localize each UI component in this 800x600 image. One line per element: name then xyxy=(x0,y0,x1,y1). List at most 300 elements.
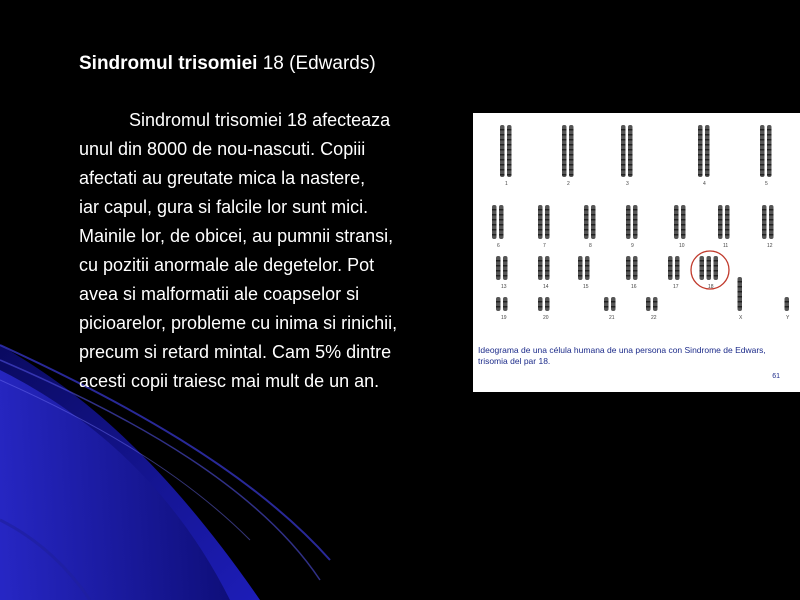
chromosome-label: 11 xyxy=(723,243,729,249)
chromosome-band xyxy=(681,234,686,236)
chromosome-band xyxy=(707,265,712,267)
paragraph-line: picioarelor, probleme cu inima si rinichii, xyxy=(79,313,398,333)
chromosome-band xyxy=(496,265,501,267)
chromosome-band xyxy=(698,159,703,161)
chromosome-band xyxy=(591,219,596,221)
chromosome-band xyxy=(626,260,631,262)
chromosome-band xyxy=(569,159,574,161)
chromosome-band xyxy=(738,291,743,293)
chromosome-band xyxy=(785,306,790,308)
chromosome-band xyxy=(738,286,743,288)
paragraph-line: iar capul, gura si falcile lor sunt mici. xyxy=(79,197,369,217)
chromosome-band xyxy=(500,149,505,151)
chromosome-label: 7 xyxy=(543,243,546,249)
chromosome-band xyxy=(628,134,633,136)
chromosome-band xyxy=(503,306,508,308)
chromosome-band xyxy=(626,214,631,216)
chromosome-band xyxy=(545,260,550,262)
chromosome-band xyxy=(621,129,626,131)
chromosome-band xyxy=(621,144,626,146)
chromosome-band xyxy=(707,270,712,272)
chromosome-band xyxy=(562,164,567,166)
chromosome-band xyxy=(698,139,703,141)
chromosome-band xyxy=(492,229,497,231)
chromosome-band xyxy=(760,139,765,141)
chromosome-band xyxy=(591,224,596,226)
chromosome-label: 21 xyxy=(609,315,615,321)
chromosome-band xyxy=(674,224,679,226)
chromosome-band xyxy=(646,306,651,308)
chromosome-band xyxy=(621,174,626,176)
chromosome-band xyxy=(681,229,686,231)
chromosome-band xyxy=(633,229,638,231)
chromosome-band xyxy=(762,224,767,226)
chromosome-band xyxy=(507,144,512,146)
chromosome-band xyxy=(507,149,512,151)
chromosome-band xyxy=(562,169,567,171)
chromosome-band xyxy=(503,275,508,277)
chromosome-band xyxy=(767,159,772,161)
chromosome-band xyxy=(545,234,550,236)
chromosome-band xyxy=(569,174,574,176)
chromosome-band xyxy=(725,234,730,236)
chromosome-label: 22 xyxy=(651,315,657,321)
chromosome-band xyxy=(718,219,723,221)
chromosome-band xyxy=(545,219,550,221)
chromosome-band xyxy=(762,234,767,236)
chromosome-band xyxy=(628,149,633,151)
chromosome-band xyxy=(718,224,723,226)
chromosome-band xyxy=(562,144,567,146)
chromosome-band xyxy=(538,209,543,211)
chromosome-band xyxy=(705,134,710,136)
chromosome-band xyxy=(767,139,772,141)
chromosome-label: 20 xyxy=(543,315,549,321)
paragraph-line: acesti copii traiesc mai mult de un an. xyxy=(79,371,380,391)
chromosome xyxy=(538,297,543,311)
chromosome-band xyxy=(626,209,631,211)
chromosome-band xyxy=(705,154,710,156)
chromosome-band xyxy=(503,265,508,267)
chromosome-band xyxy=(725,224,730,226)
chromosome-band xyxy=(621,139,626,141)
chromosome-band xyxy=(562,174,567,176)
figure-caption: Ideograma de una célula humana de una persona con Sindrome de Edwars, trisomia del par 18. xyxy=(478,345,766,366)
chromosome-band xyxy=(538,229,543,231)
chromosome-band xyxy=(633,224,638,226)
chromosome-band xyxy=(760,159,765,161)
chromosome-band xyxy=(569,154,574,156)
paragraph-line: unul din 8000 de nou-nascuti. Copiii xyxy=(79,139,366,159)
chromosome-band xyxy=(545,229,550,231)
chromosome-band xyxy=(767,149,772,151)
chromosome-band xyxy=(584,219,589,221)
chromosome-band xyxy=(628,174,633,176)
chromosome-band xyxy=(633,275,638,277)
body-text xyxy=(79,110,469,400)
chromosome-band xyxy=(492,224,497,226)
chromosome-band xyxy=(767,164,772,166)
chromosome-band xyxy=(681,209,686,211)
chromosome-band xyxy=(591,209,596,211)
chromosome-band xyxy=(714,275,719,277)
chromosome-band xyxy=(500,164,505,166)
chromosome-band xyxy=(584,214,589,216)
page-number: 61 xyxy=(772,373,780,380)
chromosome-band xyxy=(700,260,705,262)
chromosome-band xyxy=(538,214,543,216)
paragraph-line: avea si malformatii ale coapselor si xyxy=(79,284,360,304)
chromosome-band xyxy=(584,229,589,231)
chromosome-band xyxy=(545,306,550,308)
chromosome-band xyxy=(621,164,626,166)
chromosome-band xyxy=(578,265,583,267)
karyotype-figure xyxy=(473,113,800,392)
chromosome-band xyxy=(500,144,505,146)
chromosome xyxy=(503,297,508,311)
chromosome-band xyxy=(499,209,504,211)
chromosome-band xyxy=(675,275,680,277)
chromosome-band xyxy=(675,260,680,262)
title-rest: 18 (Edwards) xyxy=(257,53,376,74)
chromosome-band xyxy=(628,139,633,141)
chromosome-band xyxy=(762,214,767,216)
chromosome-band xyxy=(569,169,574,171)
chromosome-label: 5 xyxy=(765,181,768,187)
chromosome-band xyxy=(503,270,508,272)
paragraph-line: precum si retard mintal. Cam 5% dintre xyxy=(79,342,392,362)
chromosome-band xyxy=(500,174,505,176)
chromosome xyxy=(785,297,790,311)
slide-title xyxy=(79,52,376,76)
caption-box xyxy=(473,336,800,392)
chromosome-band xyxy=(538,275,543,277)
chromosome-band xyxy=(633,209,638,211)
chromosome-band xyxy=(674,229,679,231)
chromosome-band xyxy=(578,275,583,277)
chromosome-band xyxy=(705,169,710,171)
chromosome-band xyxy=(621,154,626,156)
chromosome xyxy=(604,297,609,311)
chromosome-band xyxy=(668,265,673,267)
chromosome-band xyxy=(626,219,631,221)
chromosome-band xyxy=(628,154,633,156)
chromosome-label: 2 xyxy=(567,181,570,187)
chromosome-label: 3 xyxy=(626,181,629,187)
chromosome-band xyxy=(562,139,567,141)
chromosome-band xyxy=(718,214,723,216)
chromosome-band xyxy=(760,129,765,131)
chromosome-band xyxy=(698,174,703,176)
chromosome-band xyxy=(668,270,673,272)
chromosome-band xyxy=(492,214,497,216)
chromosome-band xyxy=(675,265,680,267)
chromosome-band xyxy=(500,129,505,131)
chromosome-band xyxy=(621,134,626,136)
chromosome-band xyxy=(492,234,497,236)
chromosome-band xyxy=(760,149,765,151)
chromosome-band xyxy=(705,129,710,131)
chromosome-band xyxy=(769,224,774,226)
chromosome-band xyxy=(769,234,774,236)
chromosome-band xyxy=(507,129,512,131)
chromosome-band xyxy=(769,214,774,216)
chromosome-band xyxy=(562,129,567,131)
chromosome-band xyxy=(698,149,703,151)
chromosome-label: 19 xyxy=(501,315,507,321)
chromosome-band xyxy=(674,219,679,221)
chromosome-band xyxy=(628,164,633,166)
chromosome-band xyxy=(562,154,567,156)
chromosome-band xyxy=(545,209,550,211)
chromosome-band xyxy=(725,229,730,231)
chromosome-band xyxy=(499,224,504,226)
chromosome-band xyxy=(507,134,512,136)
chromosome-band xyxy=(738,306,743,308)
chromosome-band xyxy=(500,169,505,171)
chromosome-band xyxy=(698,129,703,131)
chromosome-band xyxy=(499,229,504,231)
chromosome-band xyxy=(621,169,626,171)
chromosome-band xyxy=(769,229,774,231)
chromosome-band xyxy=(707,260,712,262)
chromosome-band xyxy=(507,139,512,141)
chromosome-band xyxy=(545,301,550,303)
chromosome-band xyxy=(569,134,574,136)
chromosome-band xyxy=(591,229,596,231)
chromosome-band xyxy=(538,265,543,267)
chromosome-band xyxy=(705,174,710,176)
chromosome-band xyxy=(718,209,723,211)
chromosome-band xyxy=(545,224,550,226)
chromosome-band xyxy=(538,234,543,236)
chromosome-band xyxy=(760,169,765,171)
chromosome-band xyxy=(725,209,730,211)
chromosome-pairs xyxy=(492,125,789,311)
chromosome-band xyxy=(674,214,679,216)
chromosome-band xyxy=(507,164,512,166)
chromosome-band xyxy=(604,301,609,303)
chromosome-band xyxy=(767,134,772,136)
chromosome-band xyxy=(738,281,743,283)
chromosome-band xyxy=(569,139,574,141)
chromosome-band xyxy=(503,260,508,262)
chromosome-band xyxy=(496,301,501,303)
chromosome-band xyxy=(769,209,774,211)
chromosome-band xyxy=(569,149,574,151)
chromosome-label: 4 xyxy=(703,181,706,187)
chromosome-band xyxy=(700,275,705,277)
chromosome-band xyxy=(562,159,567,161)
chromosome-band xyxy=(762,219,767,221)
chromosome-band xyxy=(705,139,710,141)
chromosome-label: 13 xyxy=(501,284,507,290)
chromosome-label: 10 xyxy=(679,243,685,249)
chromosome-band xyxy=(633,234,638,236)
chromosome-band xyxy=(626,224,631,226)
chromosome-band xyxy=(604,306,609,308)
chromosome-label: 14 xyxy=(543,284,549,290)
chromosome-band xyxy=(584,224,589,226)
chromosome-band xyxy=(500,159,505,161)
title-bold: Sindromul trisomiei xyxy=(79,53,258,74)
chromosome-band xyxy=(707,275,712,277)
chromosome-band xyxy=(578,260,583,262)
chromosome-band xyxy=(633,270,638,272)
chromosome-band xyxy=(633,260,638,262)
chromosome-label: X xyxy=(739,315,743,321)
chromosome-band xyxy=(507,174,512,176)
chromosome-band xyxy=(500,154,505,156)
chromosome-band xyxy=(545,265,550,267)
chromosome-band xyxy=(674,234,679,236)
chromosome-band xyxy=(700,270,705,272)
chromosome-band xyxy=(718,229,723,231)
chromosome-band xyxy=(538,301,543,303)
chromosome-band xyxy=(646,301,651,303)
chromosome-band xyxy=(668,275,673,277)
chromosome-band xyxy=(769,219,774,221)
chromosome-label: 1 xyxy=(505,181,508,187)
chromosome-band xyxy=(675,270,680,272)
chromosome-label: 12 xyxy=(767,243,773,249)
chromosome-band xyxy=(626,229,631,231)
chromosome-band xyxy=(725,219,730,221)
chromosome-band xyxy=(584,234,589,236)
chromosome-label: 8 xyxy=(589,243,592,249)
chromosome-band xyxy=(507,169,512,171)
chromosome-band xyxy=(538,224,543,226)
chromosome-band xyxy=(628,129,633,131)
chromosome-band xyxy=(585,275,590,277)
chromosome-band xyxy=(760,144,765,146)
chromosome-band xyxy=(538,260,543,262)
chromosome xyxy=(646,297,651,311)
chromosome-band xyxy=(626,265,631,267)
chromosome-band xyxy=(496,306,501,308)
chromosome-band xyxy=(725,214,730,216)
chromosome-band xyxy=(500,139,505,141)
chromosome xyxy=(611,297,616,311)
chromosome-band xyxy=(674,209,679,211)
chromosome-label: 6 xyxy=(497,243,500,249)
chromosome-band xyxy=(767,154,772,156)
chromosome-band xyxy=(611,301,616,303)
chromosome-band xyxy=(584,209,589,211)
chromosome-band xyxy=(626,275,631,277)
chromosome-band xyxy=(562,134,567,136)
chromosome-band xyxy=(591,214,596,216)
chromosome-band xyxy=(705,164,710,166)
chromosome-band xyxy=(714,260,719,262)
chromosome-band xyxy=(569,164,574,166)
chromosome-band xyxy=(585,265,590,267)
chromosome-band xyxy=(578,270,583,272)
chromosome-band xyxy=(496,270,501,272)
chromosome-band xyxy=(538,306,543,308)
chromosome-band xyxy=(621,149,626,151)
chromosome-band xyxy=(626,234,631,236)
paragraph-line: Mainile lor, de obicei, au pumnii stransi, xyxy=(79,226,394,246)
chromosome-band xyxy=(569,144,574,146)
paragraph-line: Sindromul trisomiei 18 afecteaza xyxy=(129,110,391,130)
chromosome-band xyxy=(507,159,512,161)
chromosome-band xyxy=(714,270,719,272)
chromosome-band xyxy=(628,144,633,146)
chromosome-band xyxy=(762,229,767,231)
chromosome-label: 15 xyxy=(583,284,589,290)
chromosome-band xyxy=(760,164,765,166)
chromosome-band xyxy=(633,214,638,216)
chromosome-band xyxy=(591,234,596,236)
paragraph-line: cu pozitii anormale ale degetelor. Pot xyxy=(79,255,375,275)
chromosome-band xyxy=(681,214,686,216)
chromosome-band xyxy=(545,275,550,277)
chromosome xyxy=(545,297,550,311)
chromosome-band xyxy=(767,129,772,131)
chromosome-band xyxy=(499,214,504,216)
chromosome-band xyxy=(562,149,567,151)
chromosome-band xyxy=(611,306,616,308)
chromosome-band xyxy=(760,174,765,176)
chromosome-band xyxy=(738,301,743,303)
paragraph-line: afectati au greutate mica la nastere, xyxy=(79,168,366,188)
chromosome-band xyxy=(545,270,550,272)
chromosome-band xyxy=(785,301,790,303)
chromosome-band xyxy=(738,296,743,298)
chromosome-band xyxy=(507,154,512,156)
chromosome-band xyxy=(653,301,658,303)
chromosome-band xyxy=(698,154,703,156)
chromosome-band xyxy=(700,265,705,267)
chromosome-band xyxy=(698,134,703,136)
chromosome xyxy=(496,297,501,311)
chromosome-band xyxy=(496,275,501,277)
chromosome-band xyxy=(653,306,658,308)
chromosome-band xyxy=(500,134,505,136)
chromosome-band xyxy=(681,224,686,226)
chromosome-band xyxy=(492,219,497,221)
chromosome-label: 9 xyxy=(631,243,634,249)
chromosome-band xyxy=(698,164,703,166)
chromosome-band xyxy=(668,260,673,262)
chromosome-band xyxy=(569,129,574,131)
chromosome-band xyxy=(538,219,543,221)
chromosome-band xyxy=(767,144,772,146)
chromosome-band xyxy=(762,209,767,211)
chromosome-band xyxy=(767,174,772,176)
chromosome-band xyxy=(492,209,497,211)
chromosome-band xyxy=(538,270,543,272)
chromosome-band xyxy=(718,234,723,236)
chromosome-band xyxy=(499,234,504,236)
chromosome-band xyxy=(698,144,703,146)
chromosome-band xyxy=(705,159,710,161)
chromosome-band xyxy=(633,265,638,267)
chromosome-band xyxy=(628,159,633,161)
chromosome-label: 18 xyxy=(708,284,714,290)
chromosome-band xyxy=(499,219,504,221)
chromosome xyxy=(653,297,658,311)
chromosome-band xyxy=(628,169,633,171)
chromosome-band xyxy=(698,169,703,171)
chromosome-band xyxy=(621,159,626,161)
karyotype-image xyxy=(473,113,800,333)
chromosome-band xyxy=(585,260,590,262)
chromosome-band xyxy=(705,144,710,146)
chromosome-band xyxy=(585,270,590,272)
chromosome-band xyxy=(760,134,765,136)
